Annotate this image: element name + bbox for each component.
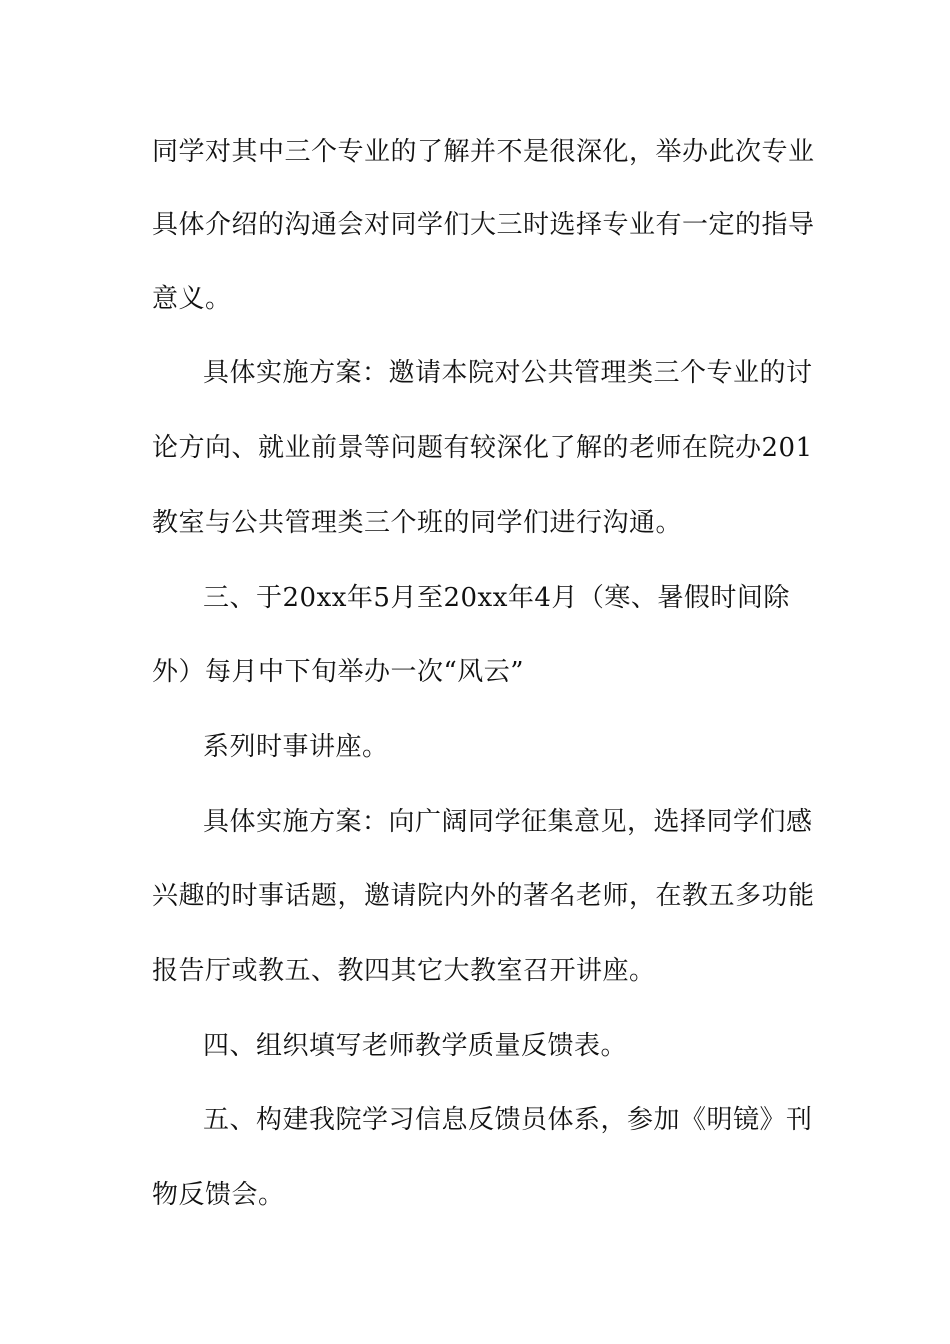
text-line-2: 具体介绍的沟通会对同学们大三时选择专业有一定的指导 xyxy=(152,210,815,240)
text-line-14: 五、构建我院学习信息反馈员体系，参加《明镜》刊 xyxy=(203,1105,813,1135)
text-line-6: 教室与公共管理类三个班的同学们进行沟通。 xyxy=(152,508,683,538)
text-line-5: 论方向、就业前景等问题有较深化了解的老师在院办201 xyxy=(152,433,813,463)
text-line-10: 具体实施方案：向广阔同学征集意见，选择同学们感 xyxy=(203,807,813,837)
text-line-7: 三、于20xx年5月至20xx年4月（寒、暑假时间除 xyxy=(203,583,790,613)
text-line-9: 系列时事讲座。 xyxy=(203,732,389,762)
text-line-13: 四、组织填写老师教学质量反馈表。 xyxy=(203,1031,628,1061)
text-line-8: 外）每月中下旬举办一次“风云” xyxy=(152,657,525,687)
text-line-15: 物反馈会。 xyxy=(152,1180,285,1210)
text-line-12: 报告厅或教五、教四其它大教室召开讲座。 xyxy=(152,956,656,986)
text-line-3: 意义。 xyxy=(152,284,232,314)
text-line-4: 具体实施方案：邀请本院对公共管理类三个专业的讨 xyxy=(203,358,813,388)
text-line-1: 同学对其中三个专业的了解并不是很深化，举办此次专业 xyxy=(152,137,815,167)
text-line-11: 兴趣的时事话题，邀请院内外的著名老师，在教五多功能 xyxy=(152,881,815,911)
